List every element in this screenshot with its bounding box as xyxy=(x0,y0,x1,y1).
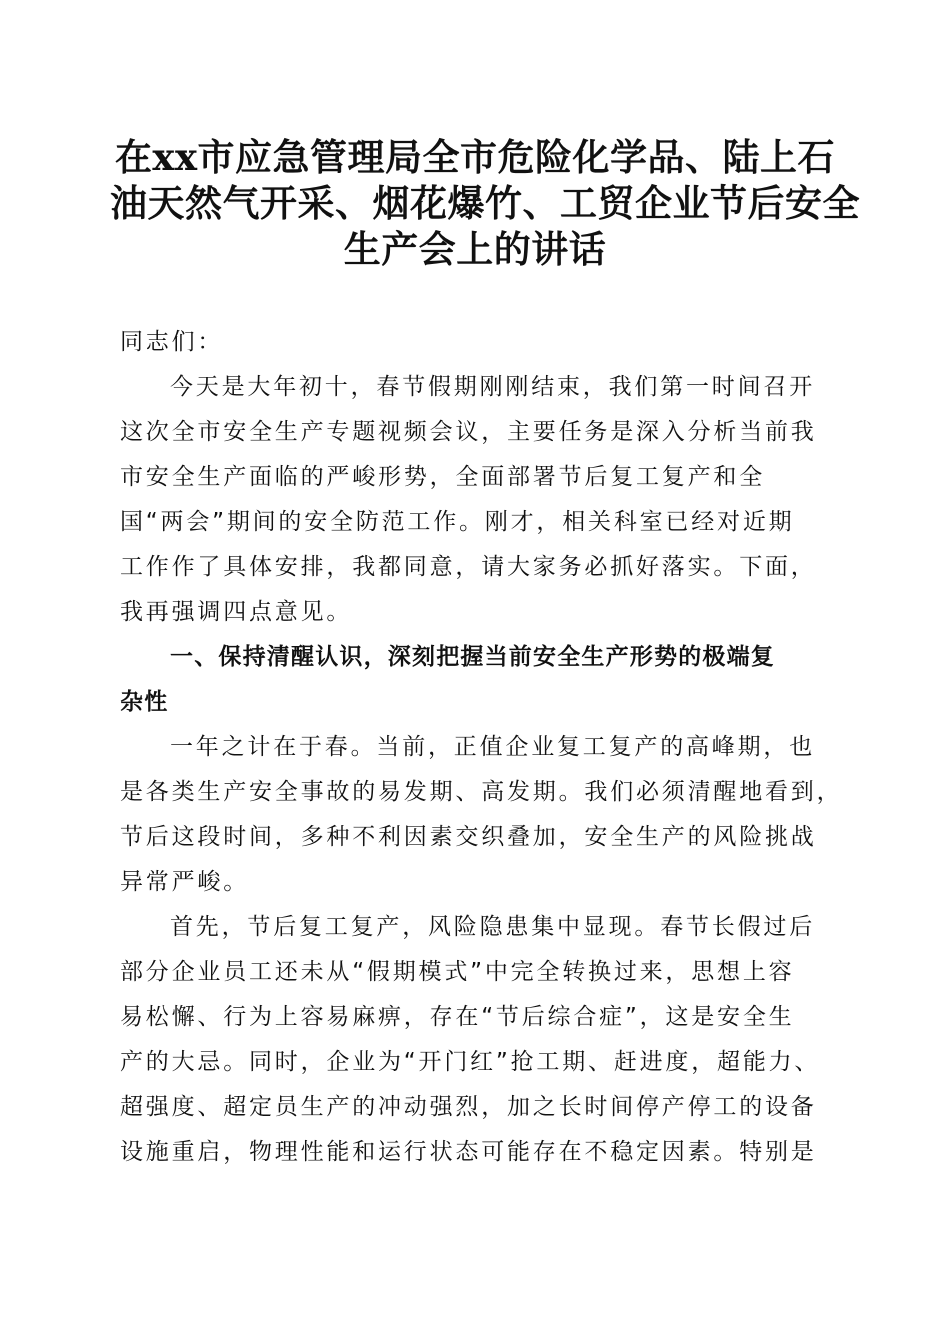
title-line: 油天然气开采、烟花爆竹、工贸企业节后安全 xyxy=(110,181,860,225)
text-line: 今天是大年初十，春节假期刚刚结束，我们第一时间召开 xyxy=(170,374,815,400)
text-line: 节后这段时间，多种不利因素交织叠加，安全生产的风险挑战 xyxy=(120,824,817,850)
text-line: 是各类生产安全事故的易发期、高发期。我们必须清醒地看到， xyxy=(120,779,843,805)
heading-line: 一、保持清醒认识，深刻把握当前安全生产形势的极端复 xyxy=(170,644,775,670)
text-line: 一年之计在于春。当前，正值企业复工复产的高峰期，也 xyxy=(170,734,815,760)
paragraph-first-point xyxy=(120,905,832,1175)
text-line: 易松懈、行为上容易麻痹，存在“节后综合症”，这是安全生 xyxy=(120,1004,795,1030)
section-heading xyxy=(120,635,832,725)
text-line: 异常严峻。 xyxy=(120,869,249,895)
paragraph-situation xyxy=(120,725,843,905)
text-line: 产的大忌。同时，企业为“开门红”抢工期、赶进度，超能力、 xyxy=(120,1049,821,1075)
text-line: 部分企业员工还未从“假期模式”中完全转换过来，思想上容 xyxy=(120,959,795,985)
text-line: 设施重启，物理性能和运行状态可能存在不稳定因素。特别是 xyxy=(120,1139,817,1165)
title-line: 在xx市应急管理局全市危险化学品、陆上石 xyxy=(114,135,836,179)
heading-line: 杂性 xyxy=(120,689,169,715)
document-title xyxy=(110,134,860,272)
title-line: 生产会上的讲话 xyxy=(343,227,607,271)
text-line: 国“两会”期间的安全防范工作。刚才，相关科室已经对近期 xyxy=(120,509,795,535)
text-line: 工作作了具体安排，我都同意，请大家务必抓好落实。下面， xyxy=(120,554,817,580)
document-body xyxy=(120,320,843,1175)
paragraph-opening xyxy=(120,365,832,635)
text-line: 这次全市安全生产专题视频会议，主要任务是深入分析当前我 xyxy=(120,419,817,445)
text-line: 市安全生产面临的严峻形势，全面部署节后复工复产和全 xyxy=(120,464,765,490)
text-line: 首先，节后复工复产，风险隐患集中显现。春节长假过后 xyxy=(170,914,815,940)
text-line: 超强度、超定员生产的冲动强烈，加之长时间停产停工的设备 xyxy=(120,1094,817,1120)
text-line: 我再强调四点意见。 xyxy=(120,599,353,625)
salutation: 同志们： xyxy=(120,329,224,355)
